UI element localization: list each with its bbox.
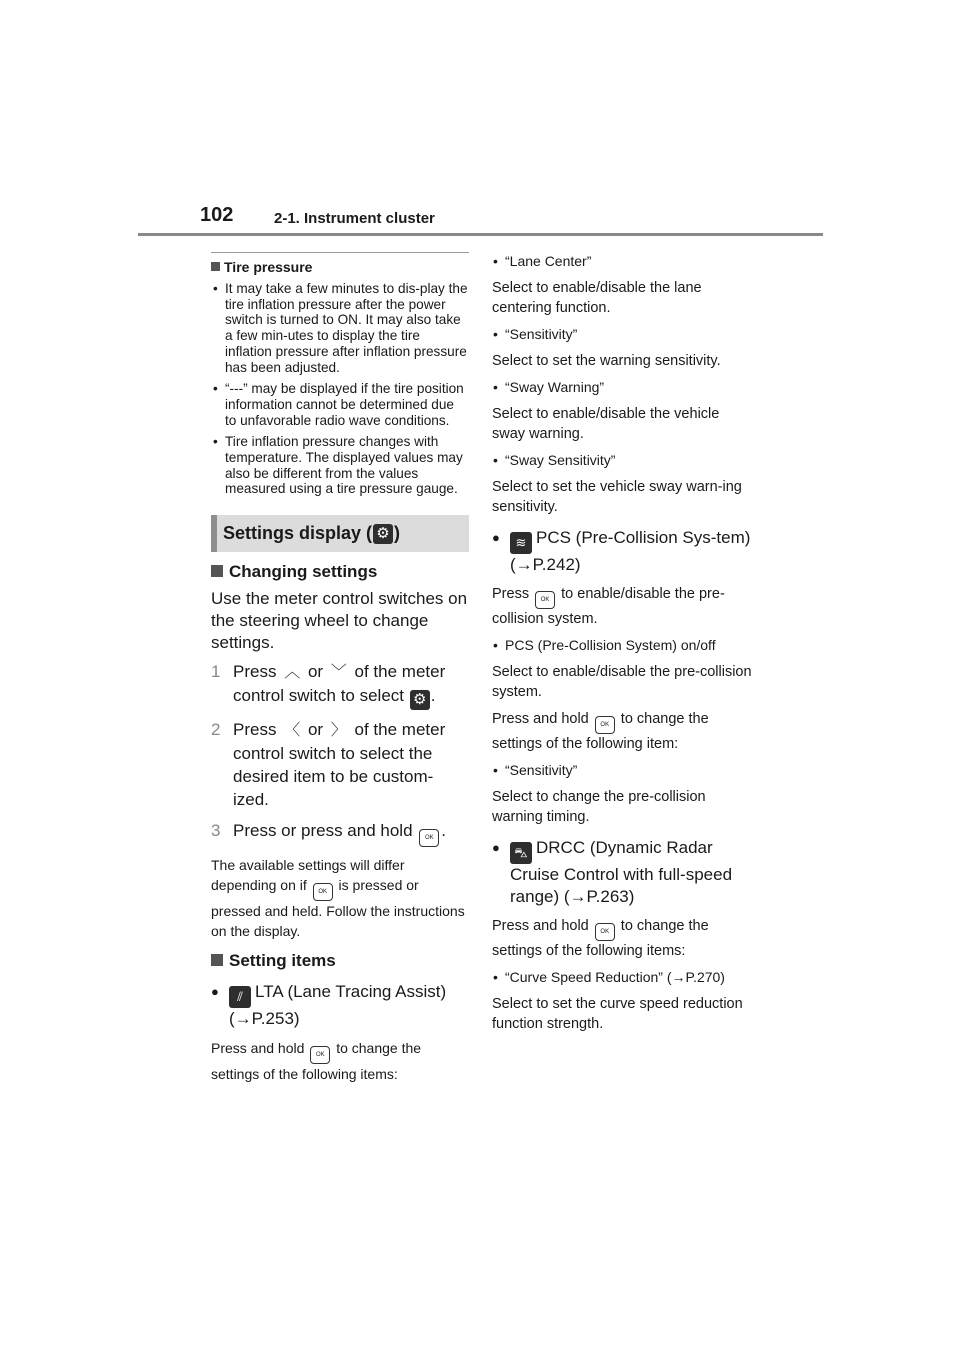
ok-button-icon: OK xyxy=(595,716,615,734)
step-number: 1 xyxy=(211,662,221,682)
page-number: 102 xyxy=(200,204,234,226)
list-item: • “Lane Center” xyxy=(492,252,754,271)
available-settings-note: The available settings will differ depending on if OK is pressed or pressed and held. Follow the instructions on the display. xyxy=(211,856,465,939)
changing-settings-body: Use the meter control switches on the steering wheel to change settings. xyxy=(211,589,468,653)
list-item: • “Sensitivity” xyxy=(492,761,754,780)
header-divider xyxy=(138,233,823,236)
ok-button-icon: OK xyxy=(310,1046,330,1064)
item-description: Select to enable/disable the lane centering function. xyxy=(492,280,702,316)
section-divider xyxy=(211,252,469,253)
ok-button-icon: OK xyxy=(595,923,615,941)
lane-tracing-icon: ⫽ xyxy=(229,986,251,1008)
list-item: • “Sensitivity” xyxy=(492,325,754,344)
gear-icon: ⚙ xyxy=(410,690,430,710)
list-item: • “Curve Speed Reduction” (→P.270) xyxy=(492,968,754,987)
square-bullet-icon xyxy=(211,262,220,271)
step-3: 3 Press or press and hold OK . xyxy=(211,819,469,847)
drcc-hold-note: Press and hold OK to change the settings of the following items: xyxy=(492,918,709,959)
lta-item: ● ⫽ LTA (Lane Tracing Assist) (→P.253) xyxy=(211,981,469,1030)
chevron-down-icon: ﹀ xyxy=(330,664,347,682)
list-item: • PCS (Pre-Collision System) on/off xyxy=(492,636,754,655)
gear-icon: ⚙ xyxy=(373,524,393,544)
item-description: Select to set the warning sensitivity. xyxy=(492,353,721,369)
item-description: Select to enable/disable the pre-collision system. xyxy=(492,664,752,700)
page-header xyxy=(200,204,822,234)
ok-button-icon: OK xyxy=(535,591,555,609)
right-column xyxy=(492,252,754,1041)
step-1: 1 Press ︿ or ﹀ of the meter control switch to select ⚙ . xyxy=(211,662,446,709)
section-title: 2-1. Instrument cluster xyxy=(274,210,435,227)
pcs-press-note: Press OK to enable/disable the pre-collision system. xyxy=(492,586,725,627)
square-bullet-icon xyxy=(211,954,223,966)
chevron-left-icon: 〈 xyxy=(284,721,301,739)
square-bullet-icon xyxy=(211,565,223,577)
pcs-hold-note: Press and hold OK to change the settings of the following item: xyxy=(492,711,709,752)
tire-notes xyxy=(211,281,469,497)
item-description: Select to set the curve speed reduction function strength. xyxy=(492,996,743,1032)
pre-collision-icon: ≋ xyxy=(510,532,532,554)
lta-reference: (→P.253) xyxy=(229,1008,300,1028)
item-description: Select to enable/disable the vehicle sway warning. xyxy=(492,406,720,442)
step-number: 2 xyxy=(211,719,221,739)
pcs-item: ● ≋ PCS (Pre-Collision Sys-tem) (→P.242) xyxy=(492,527,754,576)
tire-pressure-heading: Tire pressure xyxy=(211,259,469,275)
setting-items-heading: Setting items xyxy=(211,951,469,971)
chevron-right-icon: 〉 xyxy=(330,721,347,739)
ok-button-icon: OK xyxy=(313,883,333,901)
list-item: • Tire inflation pressure changes with temperature. The displayed values may also be different from the values measured using a tire pressure gauge. xyxy=(211,434,469,497)
list-item: • “---” may be displayed if the tire position information cannot be determined due to unfavorable radio wave conditions. xyxy=(211,381,469,428)
list-item: • It may take a few minutes to dis-play the tire inflation pressure after the power switch is turned to ON. It may also take a few min-utes to display the tire inflation pressure after inflation pressure has been adjusted. xyxy=(211,281,469,375)
left-column xyxy=(211,252,469,1090)
radar-cruise-icon: ⛍ xyxy=(510,842,532,864)
list-item: • “Sway Warning” xyxy=(492,378,754,397)
item-description: Select to set the vehicle sway warn-ing sensitivity. xyxy=(492,479,742,515)
chevron-up-icon: ︿ xyxy=(284,664,301,682)
item-description: Select to change the pre-collision warning timing. xyxy=(492,789,706,825)
changing-settings-heading: Changing settings xyxy=(211,562,469,582)
step-2: 2 Press 〈 or 〉 of the meter control switch to select the desired item to be custom-ized. xyxy=(211,719,446,809)
step-number: 3 xyxy=(211,820,221,840)
list-item: • “Sway Sensitivity” xyxy=(492,451,754,470)
drcc-item: ● ⛍ DRCC (Dynamic Radar Cruise Control with full-speed range) (→P.263) xyxy=(492,837,754,908)
settings-display-banner: Settings display ( ⚙ ) xyxy=(211,515,469,552)
lta-press-note: Press and hold OK to change the settings of the following items: xyxy=(211,1039,422,1082)
ok-button-icon: OK xyxy=(419,829,439,847)
